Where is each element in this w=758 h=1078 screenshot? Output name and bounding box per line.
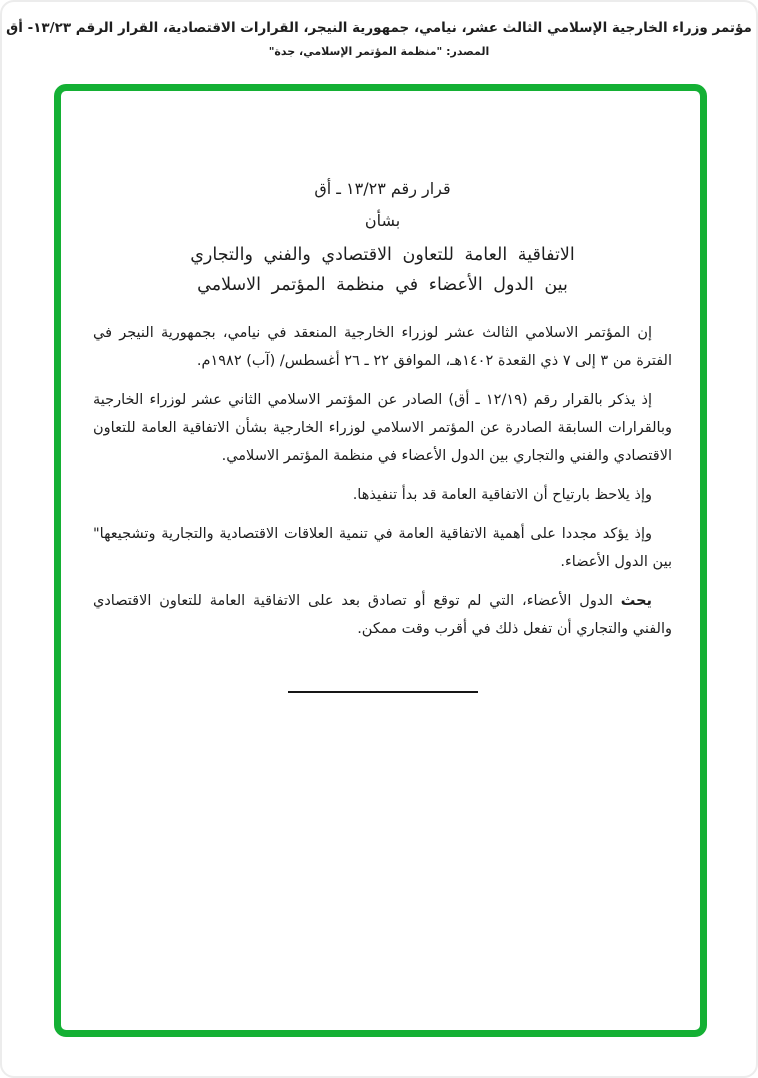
paragraph-preamble-session — [93, 319, 672, 375]
end-divider-rule — [288, 691, 478, 693]
header-citation-line: مؤتمر وزراء الخارجية الإسلامي الثالث عشر، نيامي، جمهورية النيجر، القرارات الاقتصادية، القرار الرقم ١٣/٢٣- أق — [6, 20, 752, 36]
paragraph-reaffirming — [93, 520, 672, 576]
paragraph-text: وإذ يلاحظ بارتياح أن الاتفاقية العامة قد بدأ تنفيذها. — [352, 487, 652, 503]
paragraph-text: إذ يذكر بالقرار رقم (١٢/١٩ ـ أق) الصادر عن المؤتمر الاسلامي الثاني عشر لوزراء الخارجية وبالقرارات السابقة الصادرة عن المؤتمر الاسلامي لوزراء الخارجية بشأن الاتفاقية العامة للتعاون الاقتصادي والفني والتجاري بين الدول الأعضاء في منظمة المؤتمر الاسلامي. — [93, 392, 672, 464]
paragraph-text: وإذ يؤكد مجددا على أهمية الاتفاقية العامة في تنمية العلاقات الاقتصادية والتجارية وتشجيعها" بين الدول الأعضاء. — [93, 526, 672, 570]
subject-line-2: بين الدول الأعضاء في منظمة المؤتمر الاسلامي — [197, 275, 568, 295]
paragraph-lead-bold: يحث — [620, 593, 652, 609]
paragraph-recalling — [93, 386, 672, 470]
resolution-title-block — [93, 179, 672, 295]
resolution-number: قرار رقم ١٣/٢٣ ـ أق — [314, 179, 451, 198]
resolution-body — [93, 319, 672, 643]
subject-line-1: الاتفاقية العامة للتعاون الاقتصادي والفني والتجاري — [190, 245, 575, 265]
regarding-label: بشأن — [364, 211, 401, 230]
paragraph-text: الدول الأعضاء، التي لم توقع أو تصادق بعد على الاتفاقية العامة للتعاون الاقتصادي والفني والتجاري أن تفعل ذلك في أقرب وقت ممكن. — [93, 593, 672, 637]
header-source-line: المصدر: "منظمة المؤتمر الإسلامي، جدة" — [268, 44, 490, 58]
document-header — [2, 2, 756, 60]
paragraph-noting — [93, 481, 672, 509]
paragraph-text: إن المؤتمر الاسلامي الثالث عشر لوزراء الخارجية المنعقد في نيامي، بجمهورية النيجر في الفترة من ٣ إلى ٧ ذي القعدة ١٤٠٢هـ، الموافق ٢٢ ـ ٢٦ أغسطس/ (آب) ١٩٨٢م. — [93, 325, 672, 369]
resolution-content — [61, 91, 700, 693]
paragraph-urges — [93, 587, 672, 643]
green-border-frame — [54, 84, 707, 1037]
